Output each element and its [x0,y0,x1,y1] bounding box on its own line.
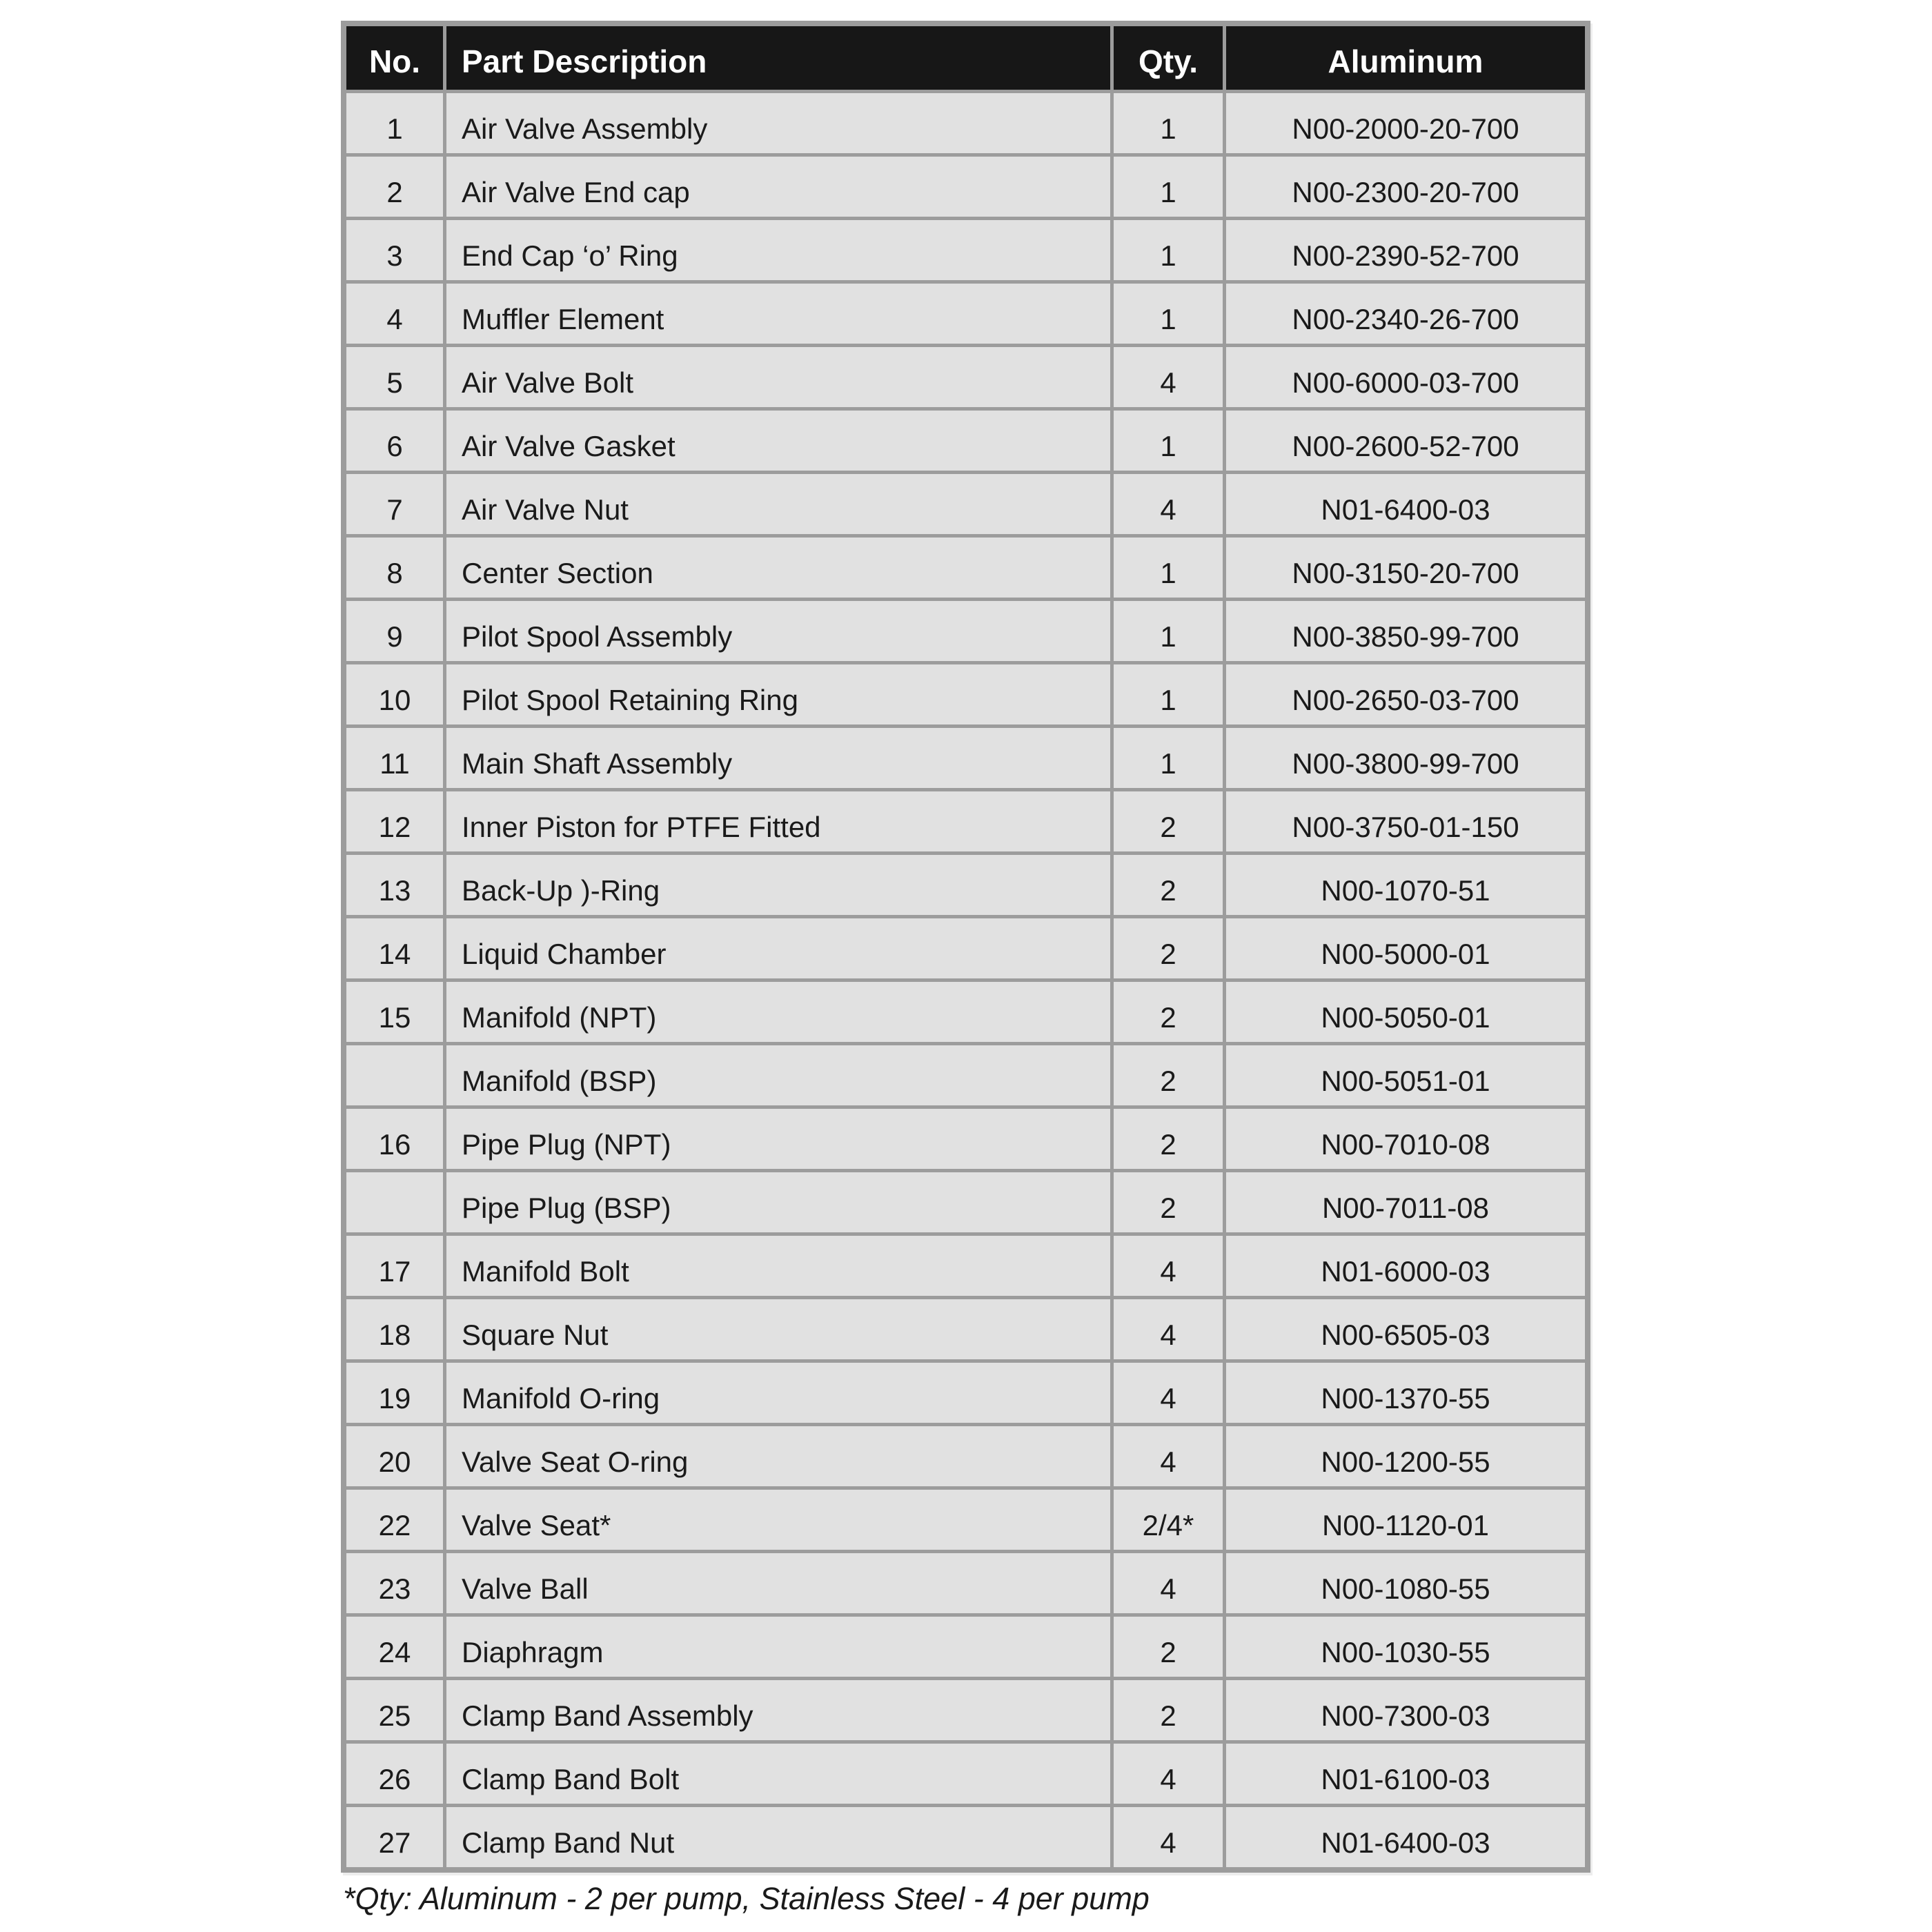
table-row [346,1109,1585,1169]
part-number-cell: N00-7300-03 [1226,1680,1585,1740]
header-part-description: Part Description [446,26,1110,90]
qty-cell: 4 [1114,474,1223,534]
part-number-cell: N01-6400-03 [1226,1807,1585,1867]
table-row [346,982,1585,1042]
header-qty: Qty. [1114,26,1223,90]
part-number-cell: N00-2390-52-700 [1226,220,1585,280]
table-row [346,1363,1585,1423]
parts-table-container [341,21,1590,1873]
header-aluminum: Aluminum [1226,26,1585,90]
row-number-cell [346,1045,443,1105]
table-row [346,474,1585,534]
part-description-cell: Clamp Band Nut [446,1807,1110,1867]
table-row [346,93,1585,153]
qty-cell: 1 [1114,601,1223,661]
part-number-cell: N00-5051-01 [1226,1045,1585,1105]
part-description-cell: End Cap ‘o’ Ring [446,220,1110,280]
row-number-cell: 13 [346,855,443,915]
qty-cell: 4 [1114,1236,1223,1296]
row-number-cell: 26 [346,1744,443,1804]
part-description-cell: Manifold O-ring [446,1363,1110,1423]
row-number-cell: 27 [346,1807,443,1867]
row-number-cell: 4 [346,284,443,344]
part-number-cell: N00-2340-26-700 [1226,284,1585,344]
row-number-cell: 16 [346,1109,443,1169]
qty-cell: 4 [1114,1807,1223,1867]
part-number-cell: N00-2300-20-700 [1226,157,1585,217]
qty-cell: 2 [1114,918,1223,978]
part-description-cell: Air Valve Gasket [446,411,1110,471]
qty-cell: 2 [1114,791,1223,851]
part-description-cell: Main Shaft Assembly [446,728,1110,788]
part-description-cell: Air Valve Bolt [446,347,1110,407]
table-row [346,1617,1585,1677]
qty-cell: 1 [1114,93,1223,153]
qty-cell: 1 [1114,664,1223,724]
row-number-cell: 11 [346,728,443,788]
part-number-cell: N00-1120-01 [1226,1490,1585,1550]
parts-table-header [346,26,1585,90]
table-row [346,411,1585,471]
part-description-cell: Pilot Spool Retaining Ring [446,664,1110,724]
part-description-cell: Air Valve Assembly [446,93,1110,153]
part-description-cell: Clamp Band Bolt [446,1744,1110,1804]
part-number-cell: N00-1200-55 [1226,1426,1585,1486]
qty-cell: 2/4* [1114,1490,1223,1550]
qty-cell: 2 [1114,1617,1223,1677]
part-description-cell: Pipe Plug (NPT) [446,1109,1110,1169]
qty-cell: 1 [1114,538,1223,598]
qty-cell: 2 [1114,982,1223,1042]
qty-cell: 4 [1114,1299,1223,1359]
qty-cell: 4 [1114,1426,1223,1486]
part-description-cell: Manifold Bolt [446,1236,1110,1296]
table-row [346,1299,1585,1359]
table-row [346,1680,1585,1740]
row-number-cell: 15 [346,982,443,1042]
qty-cell: 4 [1114,1744,1223,1804]
table-row [346,918,1585,978]
qty-cell: 4 [1114,1553,1223,1613]
header-no: No. [346,26,443,90]
row-number-cell: 12 [346,791,443,851]
row-number-cell: 3 [346,220,443,280]
part-number-cell: N00-6000-03-700 [1226,347,1585,407]
qty-cell: 2 [1114,1172,1223,1232]
row-number-cell: 8 [346,538,443,598]
row-number-cell: 25 [346,1680,443,1740]
part-number-cell: N00-3750-01-150 [1226,791,1585,851]
parts-table-body [346,93,1585,1867]
qty-cell: 1 [1114,728,1223,788]
table-row [346,1426,1585,1486]
part-description-cell: Diaphragm [446,1617,1110,1677]
table-row [346,601,1585,661]
part-number-cell: N00-3800-99-700 [1226,728,1585,788]
table-row [346,1236,1585,1296]
qty-cell: 2 [1114,1680,1223,1740]
part-number-cell: N00-2000-20-700 [1226,93,1585,153]
qty-cell: 2 [1114,855,1223,915]
row-number-cell: 10 [346,664,443,724]
row-number-cell: 2 [346,157,443,217]
part-number-cell: N01-6400-03 [1226,474,1585,534]
row-number-cell: 24 [346,1617,443,1677]
qty-cell: 2 [1114,1109,1223,1169]
part-number-cell: N00-2650-03-700 [1226,664,1585,724]
part-number-cell: N01-6100-03 [1226,1744,1585,1804]
table-row [346,538,1585,598]
part-description-cell: Manifold (BSP) [446,1045,1110,1105]
table-row [346,1172,1585,1232]
qty-cell: 4 [1114,1363,1223,1423]
qty-cell: 2 [1114,1045,1223,1105]
table-row [346,1490,1585,1550]
part-number-cell: N00-1070-51 [1226,855,1585,915]
part-description-cell: Valve Seat O-ring [446,1426,1110,1486]
table-row [346,157,1585,217]
row-number-cell: 18 [346,1299,443,1359]
row-number-cell: 1 [346,93,443,153]
qty-cell: 4 [1114,347,1223,407]
row-number-cell: 23 [346,1553,443,1613]
row-number-cell: 7 [346,474,443,534]
row-number-cell: 22 [346,1490,443,1550]
part-number-cell: N00-7011-08 [1226,1172,1585,1232]
part-description-cell: Liquid Chamber [446,918,1110,978]
row-number-cell [346,1172,443,1232]
part-number-cell: N00-6505-03 [1226,1299,1585,1359]
part-description-cell: Pipe Plug (BSP) [446,1172,1110,1232]
table-row [346,1744,1585,1804]
part-number-cell: N00-3850-99-700 [1226,601,1585,661]
row-number-cell: 5 [346,347,443,407]
footnote: *Qty: Aluminum - 2 per pump, Stainless Steel - 4 per pump [343,1881,1150,1916]
part-number-cell: N00-5050-01 [1226,982,1585,1042]
qty-cell: 1 [1114,411,1223,471]
part-number-cell: N00-1080-55 [1226,1553,1585,1613]
part-number-cell: N00-1370-55 [1226,1363,1585,1423]
table-row [346,1045,1585,1105]
part-description-cell: Air Valve End cap [446,157,1110,217]
row-number-cell: 20 [346,1426,443,1486]
part-description-cell: Square Nut [446,1299,1110,1359]
part-description-cell: Manifold (NPT) [446,982,1110,1042]
part-description-cell: Back-Up )-Ring [446,855,1110,915]
part-number-cell: N00-5000-01 [1226,918,1585,978]
row-number-cell: 9 [346,601,443,661]
part-description-cell: Valve Ball [446,1553,1110,1613]
part-number-cell: N00-3150-20-700 [1226,538,1585,598]
part-description-cell: Center Section [446,538,1110,598]
part-description-cell: Inner Piston for PTFE Fitted [446,791,1110,851]
row-number-cell: 6 [346,411,443,471]
part-description-cell: Muffler Element [446,284,1110,344]
table-row [346,728,1585,788]
table-row [346,664,1585,724]
part-number-cell: N00-1030-55 [1226,1617,1585,1677]
table-row [346,1807,1585,1867]
qty-cell: 1 [1114,220,1223,280]
qty-cell: 1 [1114,157,1223,217]
part-description-cell: Clamp Band Assembly [446,1680,1110,1740]
table-row [346,1553,1585,1613]
part-description-cell: Pilot Spool Assembly [446,601,1110,661]
table-row [346,791,1585,851]
row-number-cell: 14 [346,918,443,978]
parts-table [341,21,1590,1873]
table-row [346,284,1585,344]
part-description-cell: Air Valve Nut [446,474,1110,534]
part-description-cell: Valve Seat* [446,1490,1110,1550]
table-row [346,347,1585,407]
row-number-cell: 19 [346,1363,443,1423]
table-row [346,855,1585,915]
header-row [346,26,1585,90]
qty-cell: 1 [1114,284,1223,344]
row-number-cell: 17 [346,1236,443,1296]
part-number-cell: N00-2600-52-700 [1226,411,1585,471]
part-number-cell: N00-7010-08 [1226,1109,1585,1169]
part-number-cell: N01-6000-03 [1226,1236,1585,1296]
table-row [346,220,1585,280]
